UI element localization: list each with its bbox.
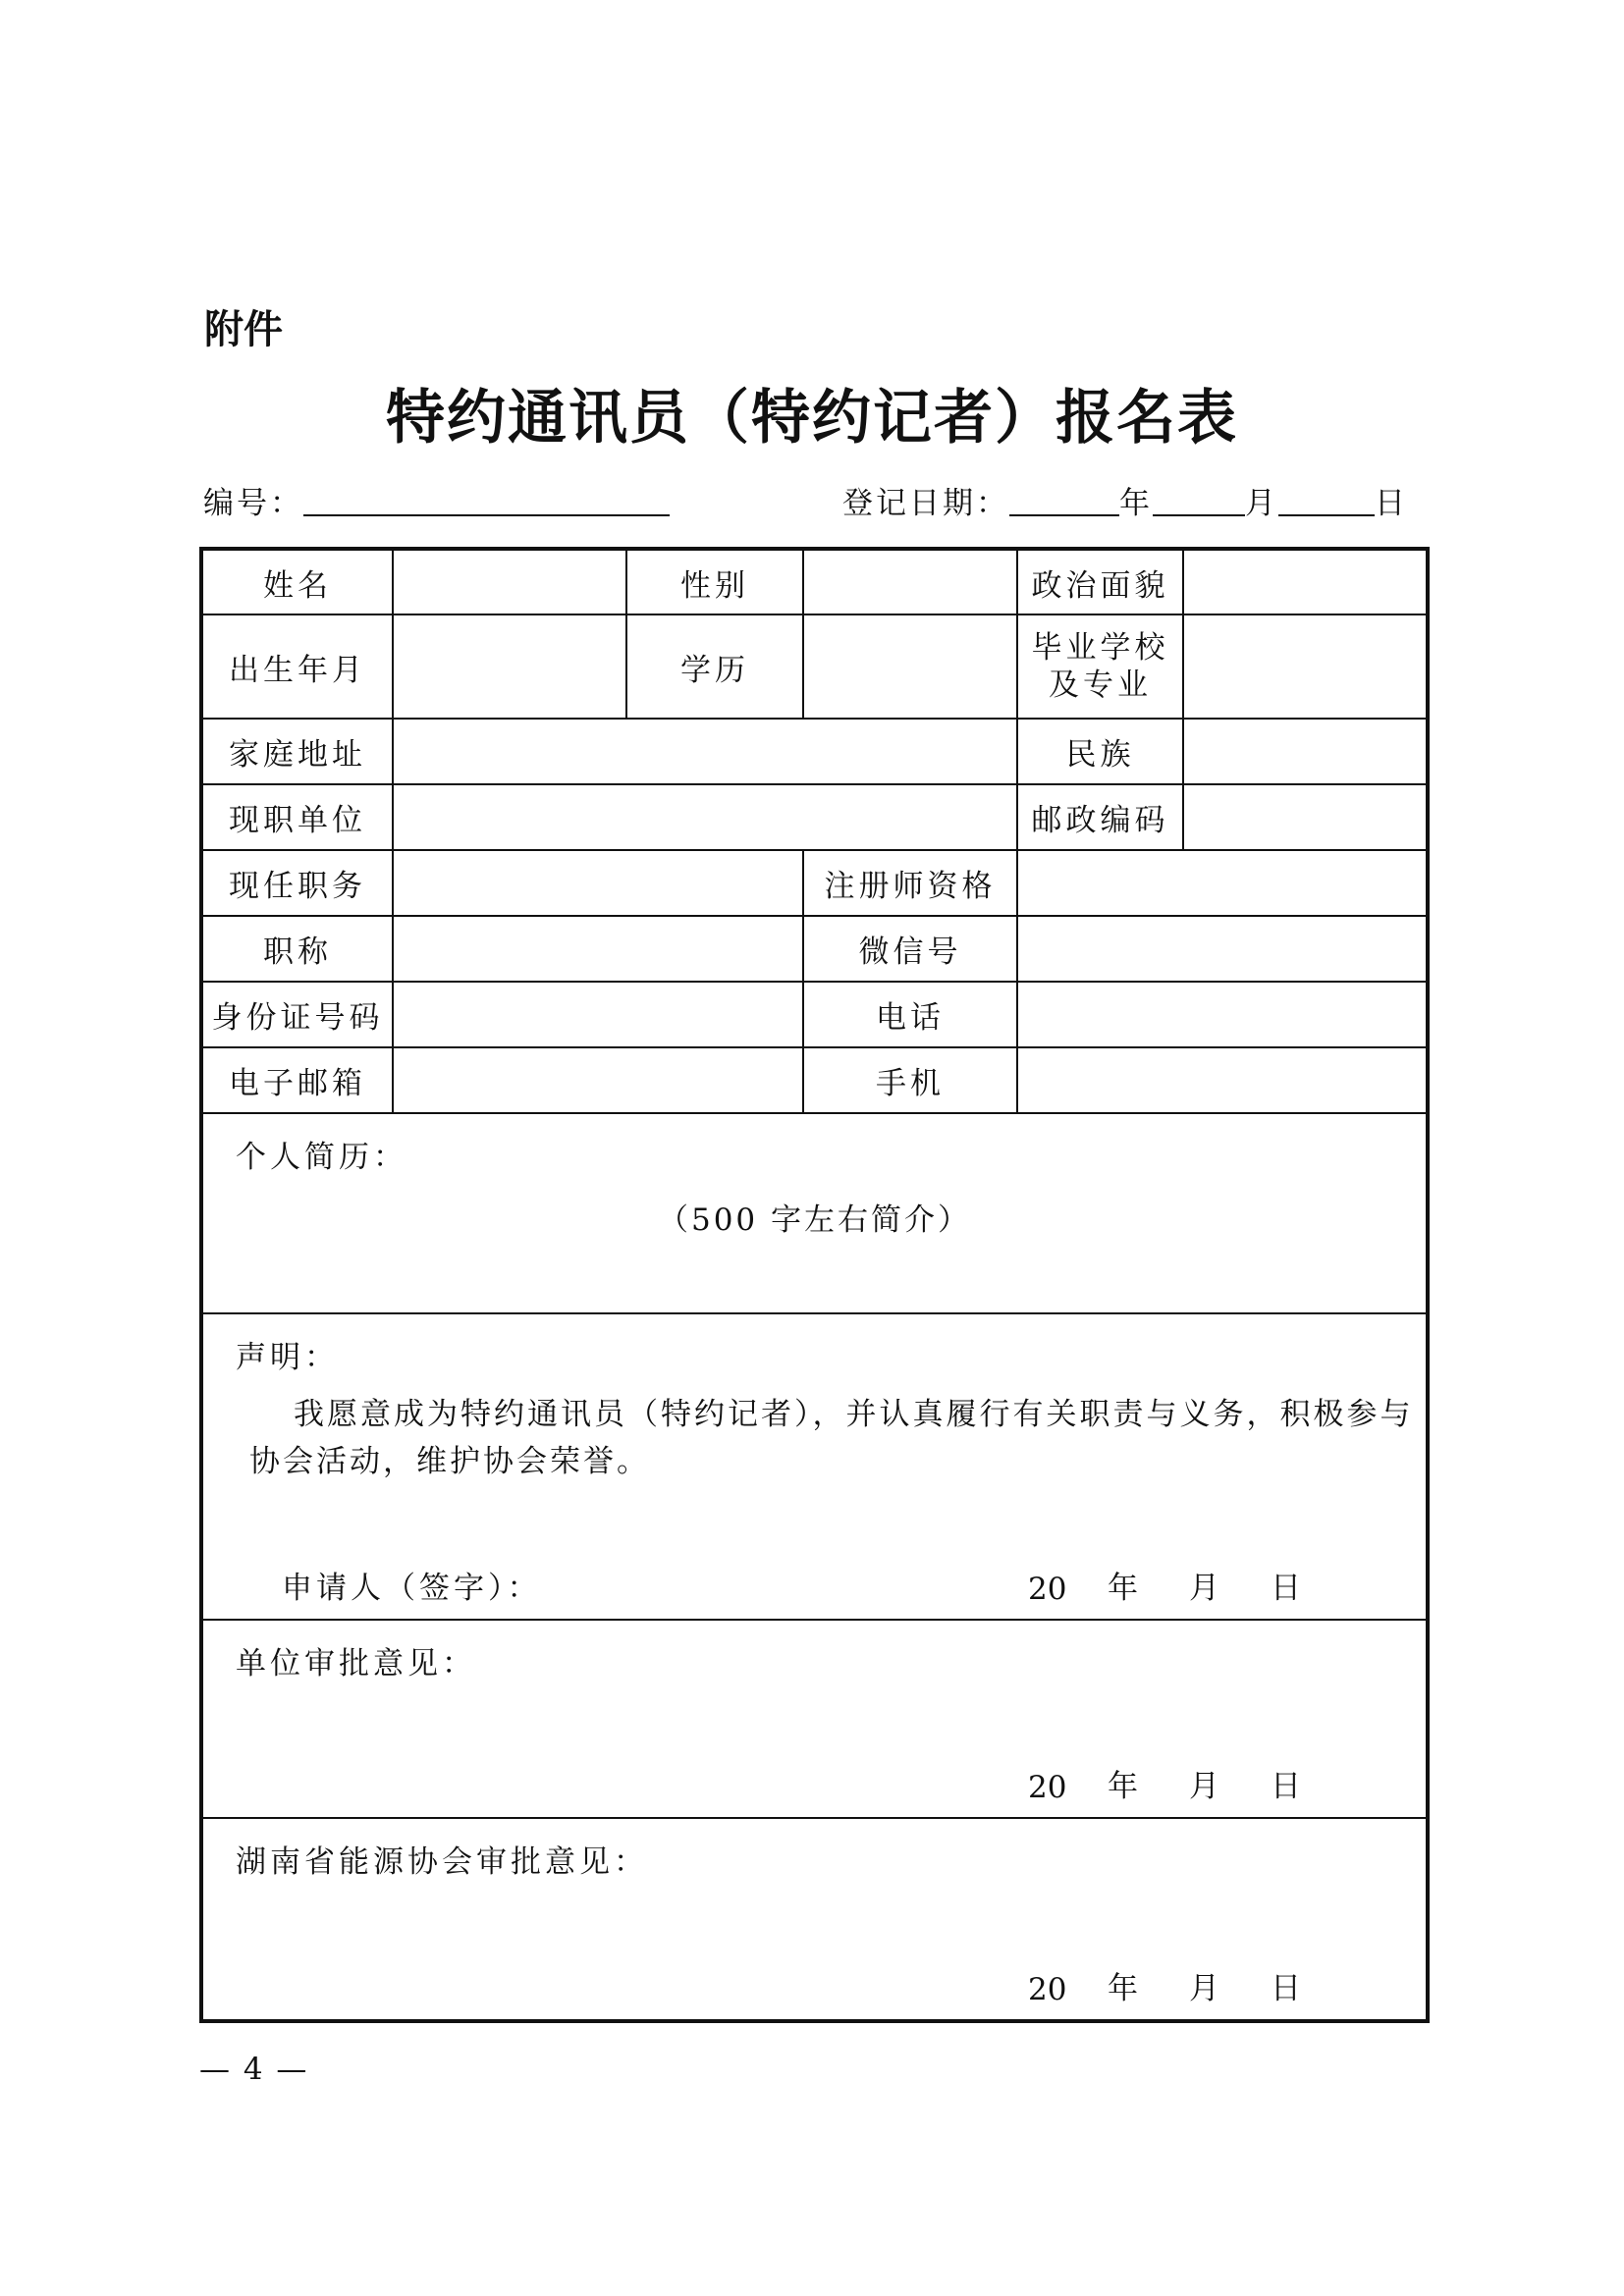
number-label: 编号： xyxy=(203,486,303,521)
home-address-field[interactable] xyxy=(393,719,1017,784)
declaration-text: 我愿意成为特约通讯员（特约记者），并认真履行有关职责与义务，积极参与协会活动，维护协会荣誉。 xyxy=(249,1397,1414,1479)
id-number-label: 身份证号码 xyxy=(201,982,393,1047)
education-label: 学历 xyxy=(626,614,803,719)
register-day-label: 日 xyxy=(1375,486,1408,521)
attachment-label: 附件 xyxy=(204,307,283,352)
unit-approval-label: 单位审批意见： xyxy=(236,1646,476,1682)
school-label-line1: 毕业学校 xyxy=(1031,630,1169,666)
unit-date-year: 年 xyxy=(1108,1769,1138,1804)
association-approval-section[interactable] xyxy=(201,1818,1428,2021)
education-field[interactable] xyxy=(803,614,1017,719)
resume-note: （500 字左右简介） xyxy=(657,1202,972,1238)
register-year-line[interactable] xyxy=(1009,479,1119,516)
gender-label: 性别 xyxy=(626,549,803,614)
title-rank-label: 职称 xyxy=(201,916,393,982)
registered-qualification-field[interactable] xyxy=(1017,850,1428,916)
current-position-field[interactable] xyxy=(393,850,803,916)
email-label: 电子邮箱 xyxy=(201,1047,393,1113)
id-number-field[interactable] xyxy=(393,982,803,1047)
unit-date-century: 20 xyxy=(1028,1770,1067,1805)
ethnicity-field[interactable] xyxy=(1183,719,1428,784)
name-label: 姓名 xyxy=(201,549,393,614)
association-date-century: 20 xyxy=(1028,1972,1067,2007)
mobile-field[interactable] xyxy=(1017,1047,1428,1113)
page-number: — 4 — xyxy=(199,2052,309,2087)
name-field[interactable] xyxy=(393,549,626,614)
home-address-label: 家庭地址 xyxy=(201,719,393,784)
school-major-label xyxy=(1017,614,1183,719)
postal-code-field[interactable] xyxy=(1183,784,1428,850)
school-major-field[interactable] xyxy=(1183,614,1428,719)
form-title: 特约通讯员（特约记者）报名表 xyxy=(386,384,1238,453)
register-day-line[interactable] xyxy=(1278,479,1375,516)
register-date-label: 登记日期： xyxy=(842,486,1009,521)
declaration-label: 声明： xyxy=(236,1340,339,1375)
gender-field[interactable] xyxy=(803,549,1017,614)
ethnicity-label: 民族 xyxy=(1017,719,1183,784)
applicant-signature-label: 申请人（签字）： xyxy=(282,1571,542,1606)
school-label-line2: 及专业 xyxy=(1049,667,1152,703)
email-field[interactable] xyxy=(393,1047,803,1113)
association-date-day: 日 xyxy=(1271,1971,1301,2006)
association-approval-label: 湖南省能源协会审批意见： xyxy=(236,1844,648,1880)
phone-label: 电话 xyxy=(803,982,1017,1047)
current-position-label: 现任职务 xyxy=(201,850,393,916)
declaration-section xyxy=(201,1313,1428,1620)
title-rank-field[interactable] xyxy=(393,916,803,982)
birth-label: 出生年月 xyxy=(201,614,393,719)
registered-qualification-label: 注册师资格 xyxy=(803,850,1017,916)
register-month-label: 月 xyxy=(1245,486,1278,521)
wechat-field[interactable] xyxy=(1017,916,1428,982)
association-date-month: 月 xyxy=(1189,1971,1219,2006)
birth-field[interactable] xyxy=(393,614,626,719)
resume-section[interactable] xyxy=(201,1113,1428,1313)
unit-date-month: 月 xyxy=(1189,1769,1219,1804)
unit-approval-section[interactable] xyxy=(201,1620,1428,1818)
register-date-row xyxy=(842,479,1408,528)
resume-label: 个人简历： xyxy=(236,1140,407,1175)
current-employer-field[interactable] xyxy=(393,784,1017,850)
declaration-date-month: 月 xyxy=(1189,1571,1219,1606)
register-year-label: 年 xyxy=(1119,486,1153,521)
postal-code-label: 邮政编码 xyxy=(1017,784,1183,850)
registration-form-table xyxy=(199,547,1430,2023)
number-row xyxy=(203,479,670,528)
political-status-label: 政治面貌 xyxy=(1017,549,1183,614)
declaration-date-year: 年 xyxy=(1108,1571,1138,1606)
phone-field[interactable] xyxy=(1017,982,1428,1047)
declaration-date-century: 20 xyxy=(1028,1572,1067,1607)
unit-date-day: 日 xyxy=(1271,1769,1301,1804)
political-status-field[interactable] xyxy=(1183,549,1428,614)
mobile-label: 手机 xyxy=(803,1047,1017,1113)
current-employer-label: 现职单位 xyxy=(201,784,393,850)
wechat-label: 微信号 xyxy=(803,916,1017,982)
register-month-line[interactable] xyxy=(1153,479,1245,516)
association-date-year: 年 xyxy=(1108,1971,1138,2006)
number-input-line[interactable] xyxy=(303,479,670,516)
declaration-date-day: 日 xyxy=(1271,1571,1301,1606)
